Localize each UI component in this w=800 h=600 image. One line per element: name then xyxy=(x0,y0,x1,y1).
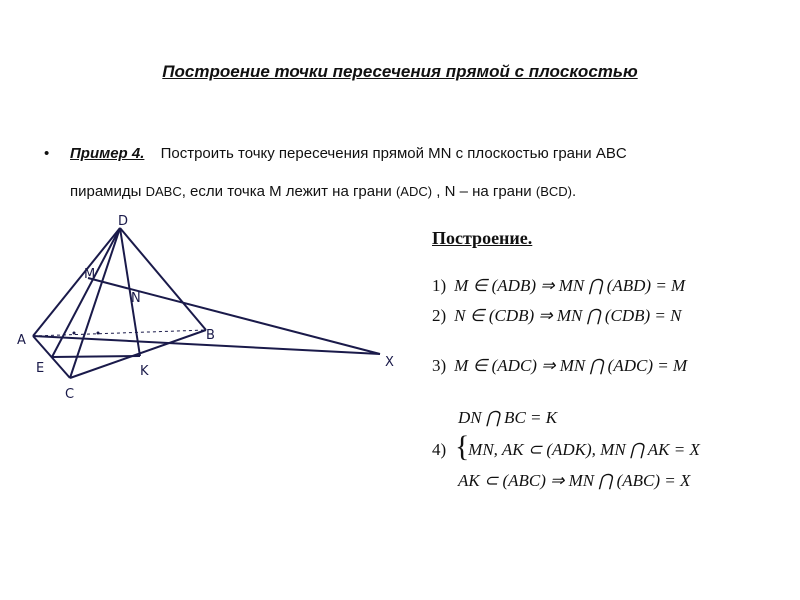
step-4 xyxy=(432,440,700,460)
step-1-expression: M ∈ (ADB) ⇒ MN ⋂ (ABD) = M xyxy=(454,276,686,295)
slide-title: Построение точки пересечения прямой с плоскостью xyxy=(162,62,638,81)
label-A: A xyxy=(17,333,26,348)
example-label: Пример 4. xyxy=(70,145,145,162)
example-line-2 xyxy=(70,182,576,202)
line-MX xyxy=(88,278,380,354)
pyramid-diagram xyxy=(0,200,420,410)
step-3 xyxy=(432,356,687,376)
label-C: C xyxy=(65,387,75,402)
step-2 xyxy=(432,306,681,326)
segment-EK xyxy=(52,356,140,357)
hidden-edge-AB xyxy=(33,330,206,336)
step-3-continuation xyxy=(458,408,557,428)
system-brace: { xyxy=(455,430,470,463)
bullet: • xyxy=(44,145,50,162)
label-M: M xyxy=(84,267,96,282)
step-4-expression: MN, AK ⊂ (ADK), MN ⋂ AK = X xyxy=(468,440,700,459)
line2-part-d: . xyxy=(571,183,577,200)
example-line-1-text: Построить точку пересечения прямой MN с плоскостью грани ABC xyxy=(160,145,627,162)
line2-part-c: , N – на грани xyxy=(432,183,536,200)
construction-title: Построение. xyxy=(432,228,533,248)
step-3b-expression: DN ⋂ BC = K xyxy=(458,408,558,427)
step-1 xyxy=(432,276,685,296)
label-K: K xyxy=(140,364,149,379)
step-4-continuation xyxy=(458,471,690,491)
step-2-number: 2) xyxy=(432,306,447,325)
label-X: X xyxy=(385,355,394,370)
step-3-number: 3) xyxy=(432,356,447,375)
step-4-number: 4) xyxy=(432,440,447,459)
point-mark-1 xyxy=(73,332,76,335)
step-4b-expression: AK ⊂ (ABC) ⇒ MN ⋂ (ABC) = X xyxy=(458,471,691,490)
step-3-expression: M ∈ (ADC) ⇒ MN ⋂ (ADC) = M xyxy=(454,356,688,375)
line2-part-a: пирамиды xyxy=(70,183,146,200)
label-B: B xyxy=(206,328,215,343)
label-D: D xyxy=(118,214,129,229)
step-1-number: 1) xyxy=(432,276,447,295)
label-N: N xyxy=(131,291,141,306)
label-E: E xyxy=(36,361,45,376)
face-bcd: (BCD) xyxy=(535,184,572,199)
step-2-expression: N ∈ (CDB) ⇒ MN ⋂ (CDB) = N xyxy=(454,306,682,325)
pyramid-name: DABC xyxy=(145,184,182,199)
example-line-1 xyxy=(70,144,627,164)
line2-part-b: , если точка M лежит на грани xyxy=(181,183,396,200)
point-mark-2 xyxy=(97,332,100,335)
face-adc: (ADC) xyxy=(395,184,433,199)
